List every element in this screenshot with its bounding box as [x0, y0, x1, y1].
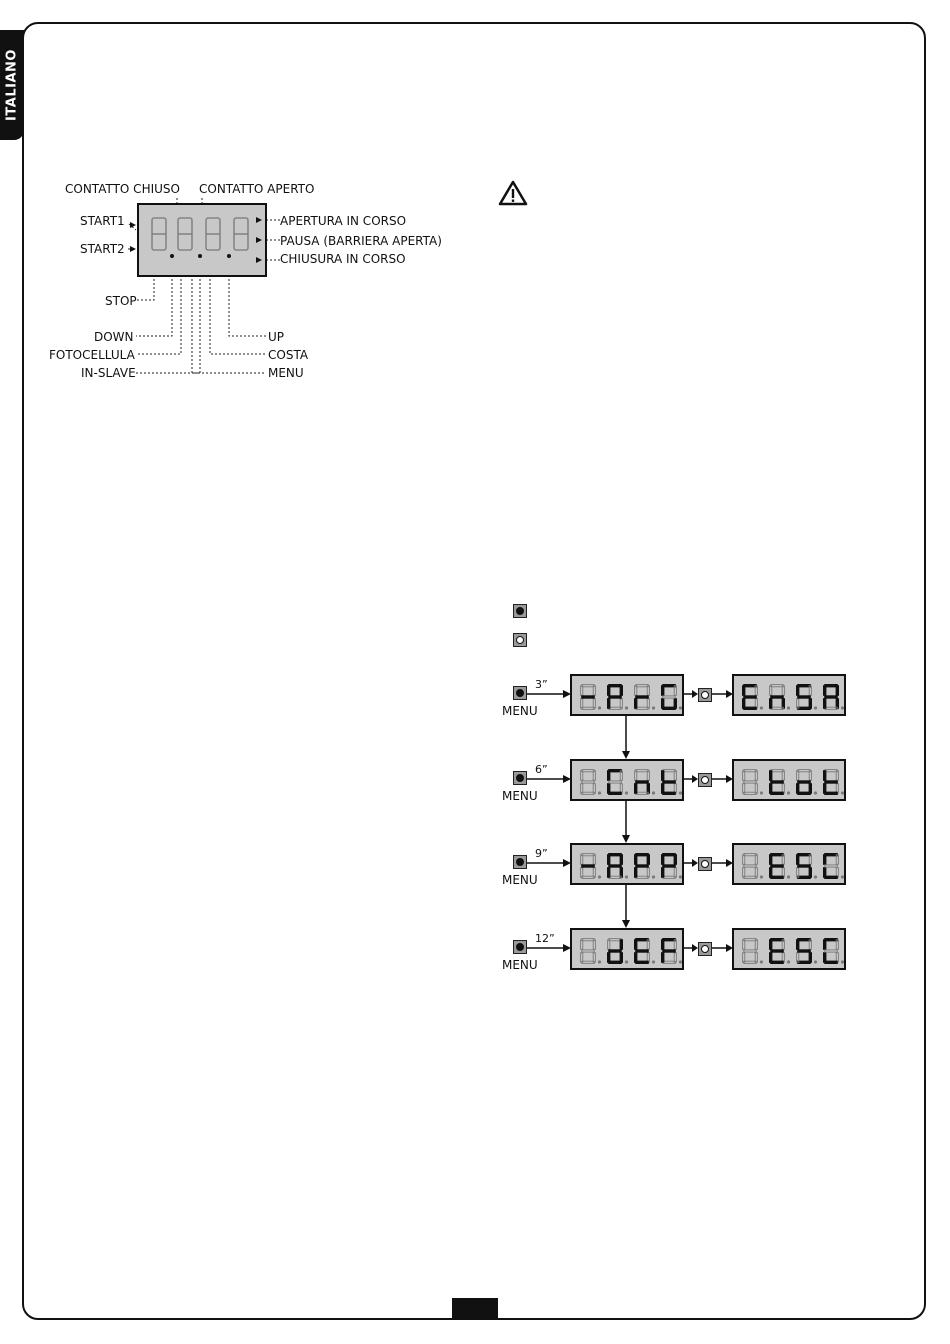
up-label: UP: [268, 330, 285, 344]
arrow-right-icon: [527, 857, 573, 869]
menu-button-icon[interactable]: [513, 940, 527, 954]
menu-code-display: [570, 928, 684, 970]
menu-code-display: [570, 674, 684, 716]
costa-label: COSTA: [268, 348, 309, 362]
button-released-icon: [698, 857, 712, 871]
hold-time-label: 6”: [535, 763, 548, 776]
arrow-right-icon: [712, 688, 734, 700]
arrow-down-icon: [620, 801, 632, 843]
arrow-right-icon: [684, 857, 698, 869]
arrow-right-icon: [527, 773, 573, 785]
menu-button-icon[interactable]: [513, 855, 527, 869]
menu-button-label: MENU: [502, 704, 538, 718]
arrow-right-icon: [527, 688, 573, 700]
hold-time-label: 9”: [535, 847, 548, 860]
menu-button-label: MENU: [502, 873, 538, 887]
menu-value-display: [732, 674, 846, 716]
menu-button-label: MENU: [502, 789, 538, 803]
fotocellula-label: FOTOCELLULA: [49, 348, 135, 362]
language-tab-label: ITALIANO: [4, 49, 20, 121]
menu-value-display: [732, 759, 846, 801]
pausa-label: PAUSA (BARRIERA APERTA): [280, 234, 442, 248]
start1-label: START1: [80, 214, 125, 228]
button-released-icon: [513, 633, 527, 647]
contatto-aperto-label: CONTATTO APERTO: [199, 182, 315, 196]
in-slave-label: IN-SLAVE: [81, 366, 136, 380]
button-pressed-icon: [513, 604, 527, 618]
arrow-right-icon: [712, 857, 734, 869]
menu-code-display: [570, 759, 684, 801]
start2-label: START2: [80, 242, 125, 256]
menu-value-display: [732, 928, 846, 970]
page-number-box: [452, 1298, 498, 1320]
arrow-down-icon: [620, 716, 632, 759]
menu-button-icon[interactable]: [513, 686, 527, 700]
down-label: DOWN: [94, 330, 134, 344]
menu-label: MENU: [268, 366, 304, 380]
button-released-icon: [698, 688, 712, 702]
menu-code-display: [570, 843, 684, 885]
warning-icon: [498, 180, 528, 206]
contatto-chiuso-label: CONTATTO CHIUSO: [65, 182, 180, 196]
arrow-right-icon: [712, 942, 734, 954]
arrow-right-icon: [527, 942, 573, 954]
button-released-icon: [698, 773, 712, 787]
apertura-label: APERTURA IN CORSO: [280, 214, 407, 228]
language-tab: [0, 30, 24, 140]
hold-time-label: 12”: [535, 932, 555, 945]
stop-label: STOP: [105, 294, 137, 308]
hold-time-label: 3”: [535, 678, 548, 691]
button-released-icon: [698, 942, 712, 956]
menu-button-label: MENU: [502, 958, 538, 972]
arrow-right-icon: [684, 942, 698, 954]
menu-value-display: [732, 843, 846, 885]
arrow-down-icon: [620, 885, 632, 928]
arrow-right-icon: [712, 773, 734, 785]
menu-button-icon[interactable]: [513, 771, 527, 785]
arrow-right-icon: [684, 773, 698, 785]
arrow-right-icon: [684, 688, 698, 700]
chiusura-label: CHIUSURA IN CORSO: [280, 252, 406, 266]
